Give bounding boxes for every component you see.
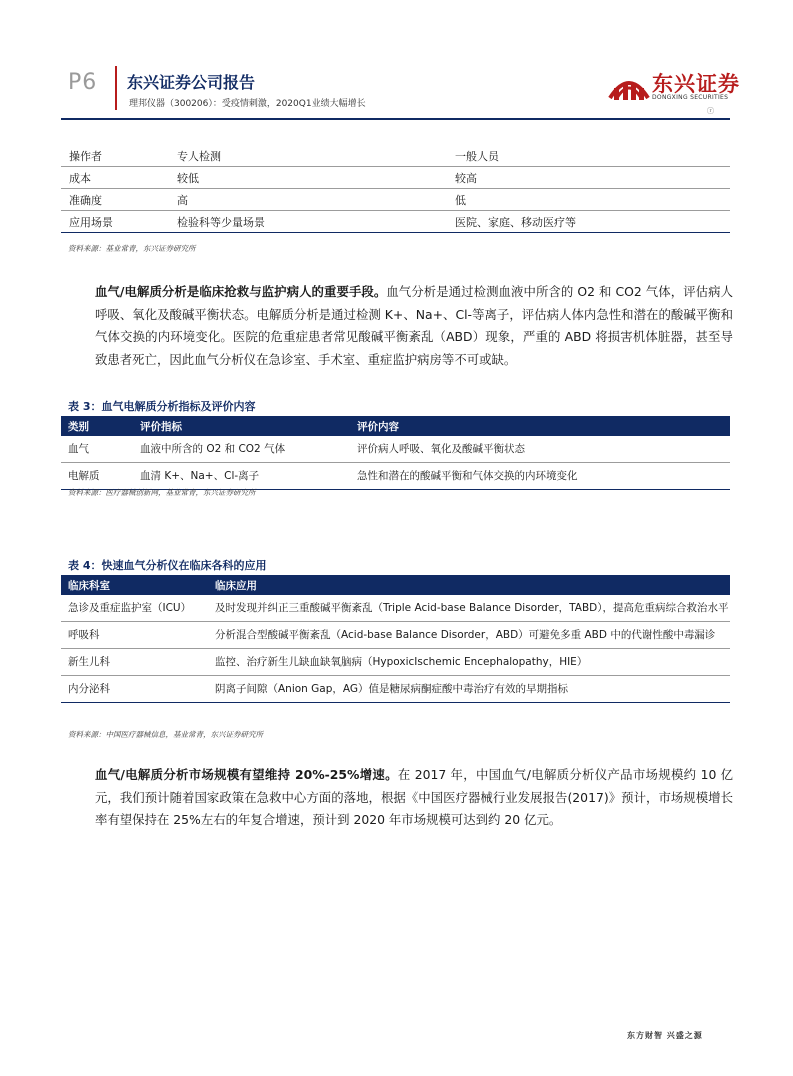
- table-cell: 监控、治疗新生儿缺血缺氧脑病（HypoxicIschemic Encephalopathy，HIE）: [208, 649, 730, 676]
- registered-mark: ⓡ: [707, 107, 714, 115]
- page-number: P6: [68, 70, 98, 95]
- table-cell: 及时发现并纠正三重酸碱平衡紊乱（Triple Acid-base Balance Disorder，TABD），提高危重病综合救治水平: [208, 595, 730, 622]
- column-header: 临床科室: [61, 575, 208, 595]
- table-row: [61, 167, 730, 189]
- table-cell: 新生儿科: [61, 649, 208, 676]
- table-header-row: [61, 416, 730, 436]
- table1-source: 资料来源：基业常青，东兴证券研究所: [68, 244, 196, 253]
- table-cell: 检验科等少量场景: [169, 211, 447, 233]
- table-cell: 低: [447, 189, 730, 211]
- table-cell: 血气: [61, 436, 133, 463]
- table-row: [61, 649, 730, 676]
- table-row: [61, 189, 730, 211]
- table-cell: 电解质: [61, 463, 133, 490]
- table3-source: 资料来源：医疗器械创新网，基业常青，东兴证券研究所: [68, 488, 256, 497]
- page-header: [0, 0, 793, 120]
- logo-text: 东兴证券: [652, 72, 740, 96]
- table-cell: 血清 K+、Na+、Cl-离子: [133, 463, 350, 490]
- table-cell: 评价病人呼吸、氧化及酸碱平衡状态: [350, 436, 730, 463]
- column-header: 类别: [61, 416, 133, 436]
- table-cell: 操作者: [61, 145, 169, 167]
- table-cell: 专人检测: [169, 145, 447, 167]
- table4-source: 资料来源：中国医疗器械信息，基业常青，东兴证券研究所: [68, 730, 263, 739]
- table-cell: 急性和潜在的酸碱平衡和气体交换的内环境变化: [350, 463, 730, 490]
- table4-title: 表 4：快速血气分析仪在临床各科的应用: [68, 559, 267, 572]
- column-header: 评价内容: [350, 416, 730, 436]
- table3: [61, 416, 730, 490]
- table-row: [61, 211, 730, 233]
- table-cell: 阴离子间隙（Anion Gap，AG）值是糖尿病酮症酸中毒治疗有效的早期指标: [208, 676, 730, 703]
- table4: [61, 575, 730, 703]
- table-cell: 较高: [447, 167, 730, 189]
- body-paragraph: [95, 764, 733, 832]
- report-title: 理邦仪器（300206）：受疫情刺激，2020Q1业绩大幅增长: [129, 99, 366, 109]
- table-cell: 血液中所含的 O2 和 CO2 气体: [133, 436, 350, 463]
- paragraph-lead: 血气/电解质分析市场规模有望维持 20%-25%增速。: [95, 767, 398, 782]
- column-header: 评价指标: [133, 416, 350, 436]
- table-cell: 成本: [61, 167, 169, 189]
- table-row: [61, 463, 730, 490]
- header-rule: [61, 118, 730, 120]
- table-cell: 呼吸科: [61, 622, 208, 649]
- table-cell: 准确度: [61, 189, 169, 211]
- table-cell: 应用场景: [61, 211, 169, 233]
- logo-english: DONGXING SECURITIES: [652, 94, 729, 101]
- table-row: [61, 676, 730, 703]
- table-cell: 较低: [169, 167, 447, 189]
- table-row: [61, 595, 730, 622]
- comparison-table: [61, 145, 730, 233]
- footer-slogan: 东方财智 兴盛之源: [627, 1031, 703, 1040]
- table-cell: 医院、家庭、移动医疗等: [447, 211, 730, 233]
- paragraph-text: 血气分析是通过检测血液中所含的 O2 和 CO2 气体，评估病人呼吸、氧化及酸碱平衡状态。电解质分析是通过检测 K+、Na+、Cl-等离子，评估病人体内急性和潜在的酸碱平衡和气体交换的内环境变化。医院的危重症患者常见酸碱平衡紊乱（ABD）现象，严重的 ABD 将损害机体脏器，甚至导致患者死亡，因此血气分析仪在急诊室、手术室、重症监护病房等不可或缺。: [95, 284, 733, 367]
- table-row: [61, 622, 730, 649]
- table-cell: 高: [169, 189, 447, 211]
- table-cell: 一般人员: [447, 145, 730, 167]
- table3-title: 表 3：血气电解质分析指标及评价内容: [68, 400, 256, 413]
- dongxing-logo-icon: [606, 64, 652, 104]
- table-row: [61, 145, 730, 167]
- body-paragraph: [95, 281, 733, 371]
- table-cell: 分析混合型酸碱平衡紊乱（Acid-base Balance Disorder，ABD）可避免多重 ABD 中的代谢性酸中毒漏诊: [208, 622, 730, 649]
- table-row: [61, 436, 730, 463]
- column-header: 临床应用: [208, 575, 730, 595]
- table-cell: 内分泌科: [61, 676, 208, 703]
- paragraph-lead: 血气/电解质分析是临床抢救与监护病人的重要手段。: [95, 284, 387, 299]
- header-divider: [115, 66, 117, 110]
- paragraph-text: 在 2017 年，中国血气/电解质分析仪产品市场规模约 10 亿元，我们预计随着国家政策在急救中心方面的落地，根据《中国医疗器械行业发展报告(2017)》预计，市场规模增长率有望保持在 25%左右的年复合增速，预计到 2020 年市场规模可达到约 20 亿元。: [95, 767, 733, 827]
- table-cell: 急诊及重症监护室（ICU）: [61, 595, 208, 622]
- report-series: 东兴证券公司报告: [127, 73, 256, 92]
- table-header-row: [61, 575, 730, 595]
